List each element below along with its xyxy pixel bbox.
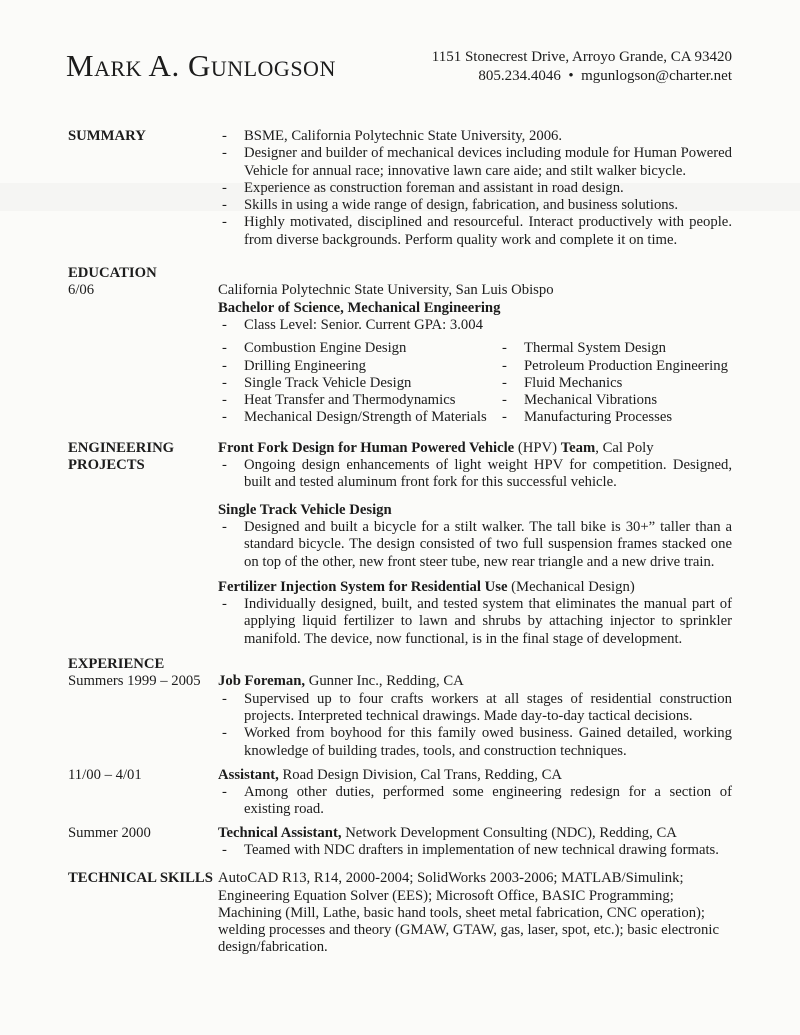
summary-bullets <box>218 128 732 249</box>
course-list-right <box>498 340 732 426</box>
job-title: Assistant, Road Design Division, Cal Trans, Redding, CA <box>218 766 562 783</box>
bullet-text: BSME, California Polytechnic State University, 2006. <box>244 128 563 144</box>
candidate-name: Mark A. Gunlogson <box>66 48 336 83</box>
bullet-text: Among other duties, performed some engineering redesign for a section of existing road. <box>244 784 732 818</box>
contact-block <box>432 48 732 86</box>
address-line: 1151 Stonecrest Drive, Arroyo Grande, CA 93420 <box>431 49 732 65</box>
bullet-dash: - <box>222 784 227 801</box>
skills-label: TECHNICAL SKILLS <box>68 870 213 887</box>
bullet-dash: - <box>222 374 227 391</box>
bullet-text: Skills in using a wide range of design, fabrication, and business solutions. <box>244 197 679 214</box>
project-title: Single Track Vehicle Design <box>218 501 392 518</box>
bullet-dash: - <box>502 340 507 357</box>
experience-bullet <box>218 842 732 859</box>
bullet-text: Designer and builder of mechanical devices including module for Human Powered Vehicle for annual race; innovative lawn care aide; and stilt walker bicycle. <box>244 145 732 179</box>
summary-label: SUMMARY <box>68 128 146 144</box>
summary-bullet <box>218 197 732 214</box>
bullet-dash: - <box>222 316 227 333</box>
course-item: - Petroleum Production Engineering <box>498 358 732 375</box>
experience-bullet <box>218 725 732 760</box>
bullet-dash: - <box>222 518 227 535</box>
experience-entry <box>0 673 800 759</box>
project-title: Fertilizer Injection System for Residential Use (Mechanical Design) <box>218 578 635 595</box>
bullet-dash: - <box>222 596 227 613</box>
bullet-dash: - <box>502 409 507 426</box>
bullet-dash: - <box>502 357 507 374</box>
project-block <box>218 440 732 492</box>
project-title: Front Fork Design for Human Powered Vehicle (HPV) Team, Cal Poly <box>218 439 654 456</box>
phone-number: 805.234.4046 <box>478 68 561 84</box>
projects-section <box>0 440 800 648</box>
bullet-dash: - <box>222 340 227 357</box>
bullet-dash: - <box>222 841 227 858</box>
course-item: - Mechanical Vibrations <box>498 392 732 409</box>
summary-section <box>0 128 800 249</box>
bullet-dash: - <box>222 357 227 374</box>
project-bullet <box>218 596 732 648</box>
education-date: 6/06 <box>68 282 95 299</box>
bullet-dash: - <box>502 392 507 409</box>
course-item: - Mechanical Design/Strength of Materials <box>218 409 498 426</box>
project-bullet <box>218 519 732 571</box>
summary-bullet <box>218 180 732 197</box>
bullet-dash: - <box>222 457 227 474</box>
course-list-left <box>218 340 498 426</box>
experience-entry <box>0 767 800 819</box>
bullet-text: Worked from boyhood for this family owed business. Gained detailed, working knowledge of building trades, tools, and construction techniques. <box>244 725 732 759</box>
course-item: - Single Track Vehicle Design <box>218 375 498 392</box>
experience-date: Summer 2000 <box>68 824 151 841</box>
phone-email-line <box>432 67 732 86</box>
school-name: California Polytechnic State University, San Luis Obispo <box>218 282 554 299</box>
course-item: - Heat Transfer and Thermodynamics <box>218 392 498 409</box>
education-section <box>0 282 800 426</box>
experience-label: EXPERIENCE <box>68 656 165 673</box>
bullet-dash: - <box>222 197 227 214</box>
education-label: EDUCATION <box>68 265 157 282</box>
experience-bullet <box>218 784 732 819</box>
bullet-dash: - <box>222 409 227 426</box>
bullet-dash: - <box>222 128 227 144</box>
experience-date: Summers 1999 – 2005 <box>68 673 201 690</box>
course-item: - Combustion Engine Design <box>218 340 498 357</box>
bullet-dash: - <box>222 690 227 707</box>
separator-dot: • <box>568 68 574 84</box>
summary-bullet <box>218 128 732 145</box>
bullet-text: Designed and built a bicycle for a stilt walker. The tall bike is 30+” taller than a standard bicycle. The design consisted of two full suspension frames stacked one on top of the other, new front steer tube, new rear triangle and a new drive train. <box>244 518 732 570</box>
bullet-text: Supervised up to four crafts workers at all stages of residential construction projects. Interpreted technical drawings. Made day-to-day tactical decisions. <box>244 690 732 724</box>
experience-entry <box>0 825 800 860</box>
bullet-dash: - <box>222 145 227 162</box>
bullet-text: Experience as construction foreman and assistant in road design. <box>244 179 624 196</box>
experience-bullet <box>218 691 732 726</box>
course-item: - Drilling Engineering <box>218 358 498 375</box>
skills-section <box>0 870 800 956</box>
summary-bullet <box>218 214 732 249</box>
bullet-text: Ongoing design enhancements of light weight HPV for competition. Designed, built and tested aluminum front fork for this successful vehicle. <box>244 457 732 491</box>
experience-label-row <box>0 656 800 673</box>
job-title: Technical Assistant, Network Development Consulting (NDC), Redding, CA <box>218 824 677 841</box>
bullet-text: Individually designed, built, and tested system that eliminates the manual part of applying liquid fertilizer to lawn and shrubs by attaching injector to sprinkler manifold. The device, now functional, is in the final stage of development. <box>244 596 732 647</box>
bullet-dash: - <box>222 179 227 196</box>
header <box>0 0 800 86</box>
bullet-dash: - <box>502 374 507 391</box>
class-level-bullet <box>218 317 732 334</box>
skills-text: AutoCAD R13, R14, 2000-2004; SolidWorks 2003-2006; MATLAB/Simulink; Engineering Equation Solver (EES); Microsoft Office, BASIC Programming; Machining (Mill, Lathe, basic hand tools, sheet metal fabrication, CNC operation); welding processes and theory (GMAW, GTAW, gas, laser, spot, etc.); basic electronic design/fabrication. <box>218 870 719 956</box>
bullet-text: Class Level: Senior. Current GPA: 3.004 <box>244 316 483 333</box>
job-title: Job Foreman, Gunner Inc., Redding, CA <box>218 673 464 690</box>
projects-label: ENGINEERING PROJECTS <box>68 439 175 474</box>
education-label-row <box>0 265 800 282</box>
course-item: - Fluid Mechanics <box>498 375 732 392</box>
bullet-dash: - <box>222 725 227 742</box>
email-address: mgunlogson@charter.net <box>581 68 732 84</box>
bullet-text: Highly motivated, disciplined and resourceful. Interact productively with people. from diverse backgrounds. Perform quality work and complete it on time. <box>244 214 732 248</box>
course-list <box>218 340 732 426</box>
project-block <box>218 579 732 648</box>
bullet-text: Teamed with NDC drafters in implementation of new technical drawing formats. <box>244 841 719 858</box>
experience-date: 11/00 – 4/01 <box>68 766 142 783</box>
degree-title: Bachelor of Science, Mechanical Engineering <box>218 299 501 316</box>
course-item: - Manufacturing Processes <box>498 409 732 426</box>
bullet-dash: - <box>222 214 227 231</box>
course-item: - Thermal System Design <box>498 340 732 357</box>
bullet-dash: - <box>222 392 227 409</box>
project-block <box>218 502 732 571</box>
project-bullet <box>218 457 732 492</box>
summary-bullet <box>218 145 732 180</box>
